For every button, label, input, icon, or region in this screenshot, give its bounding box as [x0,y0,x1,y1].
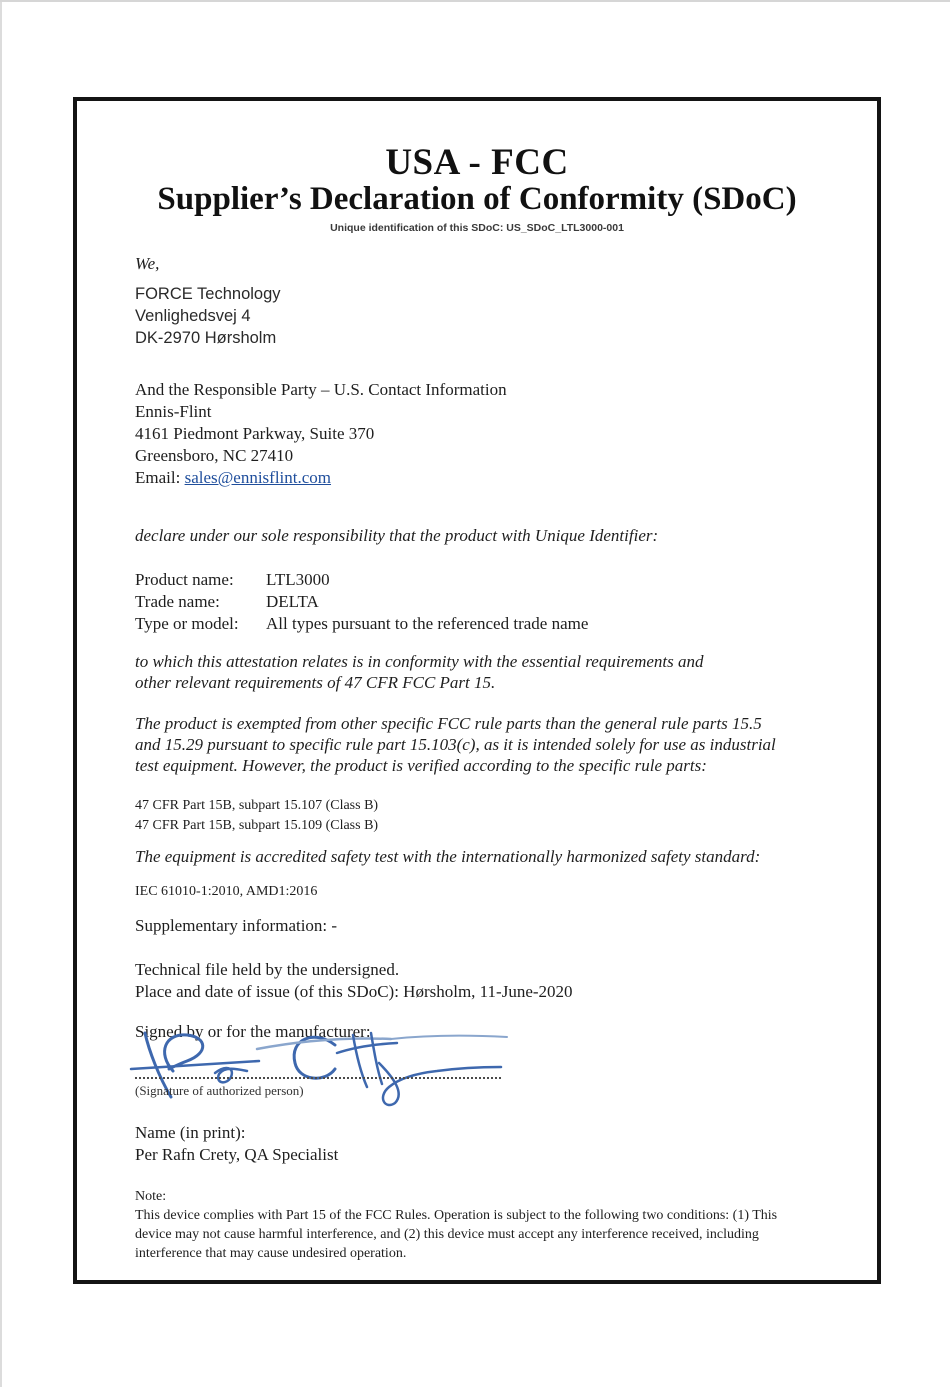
note-label: Note: [135,1189,167,1204]
trade-name-row [135,591,843,613]
printed-name-block [135,1122,843,1166]
rule-part-2: 47 CFR Part 15B, subpart 15.109 (Class B) [135,818,379,833]
type-model-row [135,613,843,635]
supplementary-information: Supplementary information: - [135,916,338,935]
responsible-party-address-line1: 4161 Piedmont Parkway, Suite 370 [135,424,375,443]
declaration-statement: declare under our sole responsibility that the product with Unique Identifier: [135,526,659,545]
responsible-party-email-row [135,467,843,489]
printed-name-value: Per Rafn Crety, QA Specialist [135,1145,339,1164]
exemption-line-1: The product is exempted from other specific FCC rule parts than the general rule parts 15.5 [135,714,762,733]
note-line-1: This device complies with Part 15 of the FCC Rules. Operation is subject to the following two conditions: (1) This [135,1208,778,1223]
declarant-address-line1: Venlighedsvej 4 [135,307,251,325]
title-line-1: USA - FCC [385,142,569,183]
conformity-line-2: other relevant requirements of 47 CFR FCC Part 15. [135,673,496,692]
rule-parts-block [135,796,843,836]
product-name-value: LTL3000 [266,570,330,589]
type-model-value: All types pursuant to the referenced trade name [266,614,589,633]
declarant-company: FORCE Technology [135,285,281,303]
signature-caption: (Signature of authorized person) [135,1083,304,1098]
exemption-paragraph [135,713,843,776]
responsible-party-address-line2: Greensboro, NC 27410 [135,446,294,465]
note-line-2: device may not cause harmful interference, and (2) this device must accept any interference received, including [135,1227,759,1242]
safety-statement: The equipment is accredited safety test with the internationally harmonized safety standard: [135,847,761,866]
trade-name-label: Trade name: [135,592,220,611]
conformity-line-1: to which this attestation relates is in conformity with the essential requirements and [135,652,704,671]
responsible-party-heading: And the Responsible Party – U.S. Contact Information [135,380,507,399]
type-model-label: Type or model: [135,614,239,633]
note-line-3: interference that may cause undesired operation. [135,1246,407,1261]
title-line-2: Supplier’s Declaration of Conformity (SDoC) [157,181,797,217]
exemption-line-3: test equipment. However, the product is verified according to the specific rule parts: [135,756,707,775]
unique-identification-line: Unique identification of this SDoC: US_SDoC_LTL3000-001 [330,222,624,234]
product-name-row [135,569,843,591]
responsible-party-company: Ennis-Flint [135,402,212,421]
safety-standard: IEC 61010-1:2010, AMD1:2016 [135,884,318,899]
email-link[interactable]: sales@ennisflint.com [184,468,332,487]
product-name-label: Product name: [135,570,234,589]
declarant-address-block [135,283,843,349]
exemption-line-2: and 15.29 pursuant to specific rule part 15.103(c), as it is intended solely for use as industrial [135,735,776,754]
email-label: Email: [135,468,181,487]
product-identification-block [135,569,843,635]
note-block [135,1187,843,1263]
technical-file-line: Technical file held by the undersigned. [135,960,400,979]
conformity-paragraph [135,651,843,693]
responsible-party-block [135,379,843,489]
printed-name-label: Name (in print): [135,1123,246,1142]
trade-name-value: DELTA [266,592,319,611]
rule-part-1: 47 CFR Part 15B, subpart 15.107 (Class B) [135,798,379,813]
document-border-frame [73,97,881,1284]
place-date-line: Place and date of issue (of this SDoC): Hørsholm, 11-June-2020 [135,982,573,1001]
technical-file-block [135,959,843,1003]
declarant-address-line2: DK-2970 Hørsholm [135,329,277,347]
declarant-intro: We, [135,254,160,273]
signed-by-label: Signed by or for the manufacturer: [135,1022,371,1041]
signature-dotted-line [135,1077,501,1079]
